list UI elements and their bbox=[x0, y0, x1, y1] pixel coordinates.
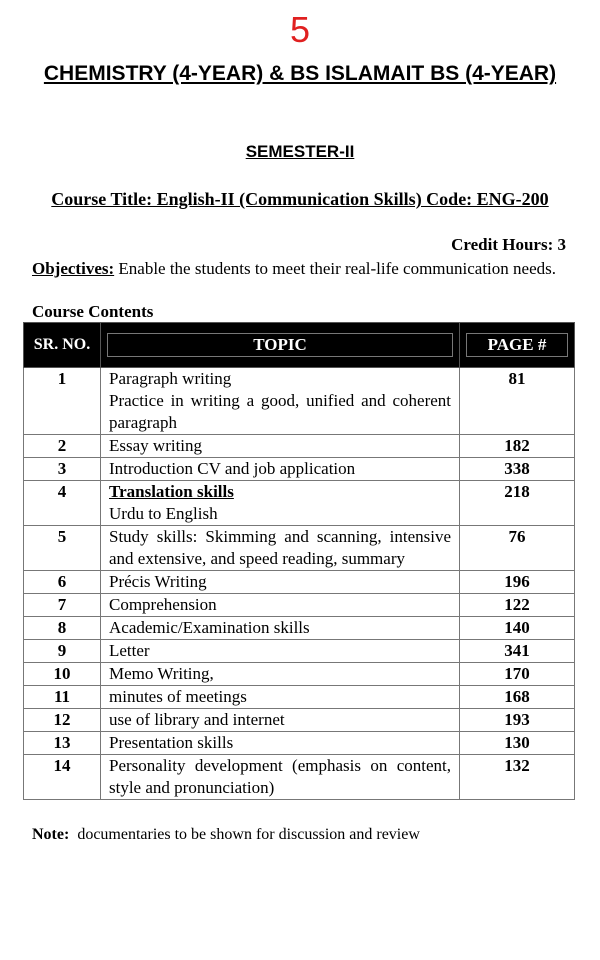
topic-cell: Paragraph writing Practice in writing a good, unified and coherent paragraph bbox=[101, 368, 460, 435]
table-row bbox=[24, 368, 575, 435]
topic-cell: Essay writing bbox=[101, 435, 460, 458]
page-cell: 81 bbox=[460, 368, 575, 435]
table-row bbox=[24, 458, 575, 481]
page-cell: 76 bbox=[460, 526, 575, 571]
sr-cell: 7 bbox=[24, 594, 101, 617]
sr-cell: 6 bbox=[24, 571, 101, 594]
page-cell: 122 bbox=[460, 594, 575, 617]
sr-cell: 12 bbox=[24, 709, 101, 732]
page-number: 5 bbox=[289, 9, 311, 50]
course-contents-table bbox=[23, 322, 575, 800]
sr-cell: 2 bbox=[24, 435, 101, 458]
table-row bbox=[24, 709, 575, 732]
sr-cell: 1 bbox=[24, 368, 101, 435]
objectives-label: Objectives: bbox=[32, 259, 115, 278]
sr-cell: 8 bbox=[24, 617, 101, 640]
page-cell: 196 bbox=[460, 571, 575, 594]
table-row bbox=[24, 617, 575, 640]
table-row bbox=[24, 435, 575, 458]
topic-cell: Memo Writing, bbox=[101, 663, 460, 686]
page-cell: 170 bbox=[460, 663, 575, 686]
page-cell: 218 bbox=[460, 481, 575, 526]
objectives bbox=[32, 257, 567, 280]
course-contents-label: Course Contents bbox=[32, 302, 154, 321]
course-title: Course Title: English-II (Communication Skills) Code: ENG-200 bbox=[51, 189, 549, 209]
topic-cell: Comprehension bbox=[101, 594, 460, 617]
table-row bbox=[24, 481, 575, 526]
table-row bbox=[24, 571, 575, 594]
table-header-row bbox=[24, 323, 575, 368]
table-row bbox=[24, 732, 575, 755]
topic-cell: Translation skills Urdu to English bbox=[101, 481, 460, 526]
table-row bbox=[24, 663, 575, 686]
sr-cell: 13 bbox=[24, 732, 101, 755]
page-cell: 338 bbox=[460, 458, 575, 481]
note-label: Note: bbox=[32, 826, 70, 843]
document-title: CHEMISTRY (4-YEAR) & BS ISLAMAIT BS (4-YEAR) bbox=[43, 62, 557, 85]
page-cell: 341 bbox=[460, 640, 575, 663]
note bbox=[32, 825, 420, 845]
page-cell: 132 bbox=[460, 755, 575, 800]
header-page: PAGE # bbox=[460, 323, 575, 368]
topic-cell: Précis Writing bbox=[101, 571, 460, 594]
credit-hours: Credit Hours: 3 bbox=[451, 235, 566, 254]
objectives-text: Enable the students to meet their real-life communication needs. bbox=[118, 259, 556, 278]
sr-cell: 4 bbox=[24, 481, 101, 526]
sr-cell: 9 bbox=[24, 640, 101, 663]
topic-cell: Presentation skills bbox=[101, 732, 460, 755]
topic-cell: Introduction CV and job application bbox=[101, 458, 460, 481]
table-row bbox=[24, 686, 575, 709]
page-cell: 130 bbox=[460, 732, 575, 755]
topic-cell: use of library and internet bbox=[101, 709, 460, 732]
table-row bbox=[24, 594, 575, 617]
sr-cell: 3 bbox=[24, 458, 101, 481]
topic-cell: Study skills: Skimming and scanning, intensive and extensive, and speed reading, summary bbox=[101, 526, 460, 571]
page-cell: 182 bbox=[460, 435, 575, 458]
page-cell: 140 bbox=[460, 617, 575, 640]
table-row bbox=[24, 755, 575, 800]
topic-cell: minutes of meetings bbox=[101, 686, 460, 709]
sr-cell: 11 bbox=[24, 686, 101, 709]
header-sr-no: SR. NO. bbox=[24, 323, 101, 368]
topic-cell: Personality development (emphasis on content, style and pronunciation) bbox=[101, 755, 460, 800]
topic-cell: Academic/Examination skills bbox=[101, 617, 460, 640]
sr-cell: 14 bbox=[24, 755, 101, 800]
table-row bbox=[24, 640, 575, 663]
header-topic: TOPIC bbox=[101, 323, 460, 368]
topic-cell: Letter bbox=[101, 640, 460, 663]
table-row bbox=[24, 526, 575, 571]
page-cell: 168 bbox=[460, 686, 575, 709]
sr-cell: 10 bbox=[24, 663, 101, 686]
page-cell: 193 bbox=[460, 709, 575, 732]
sr-cell: 5 bbox=[24, 526, 101, 571]
note-text: documentaries to be shown for discussion and review bbox=[77, 826, 420, 843]
semester-heading: SEMESTER-II bbox=[245, 142, 355, 161]
